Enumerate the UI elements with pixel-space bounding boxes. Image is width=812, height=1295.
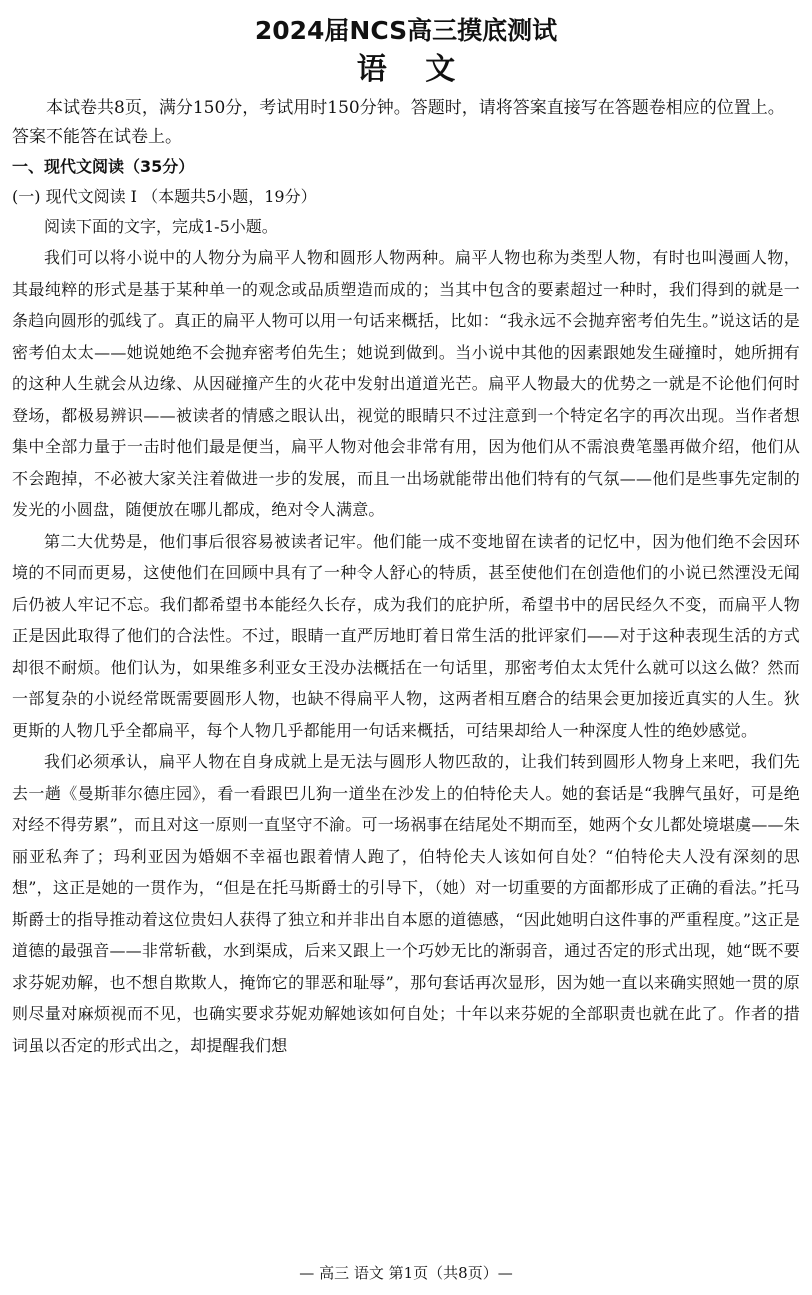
passage-paragraph-2: 第二大优势是，他们事后很容易被读者记牢。他们能一成不变地留在读者的记忆中，因为他们绝不会因环境的不同而更易，这使他们在回顾中具有了一种令人舒心的特质，甚至使他们在创造他们的小说已然湮没无闻后仍被人牢记不忘。我们都希望书本能经久长存，成为我们的庇护所，希望书中的居民经久不变，而扁平人物正是因此取得了他们的合法性。不过，眼睛一直严厉地盯着日常生活的批评家们——对于这种表现生活的方式却很不耐烦。他们认为，如果维多利亚女王没办法概括在一句话里，那密考伯太太凭什么就可以这么做？然而一部复杂的小说经常既需要圆形人物，也缺不得扁平人物，这两者相互磨合的结果会更加接近真实的人生。狄更斯的人物几乎全都扁平，每个人物几乎都能用一句话来概括，可结果却给人一种深度人性的绝妙感觉。 [12, 531, 800, 740]
section-heading: 一、现代文阅读（35分） [12, 157, 195, 176]
exam-instructions: 本试卷共8页，满分150分，考试用时150分钟。答题时，请将答案直接写在答题卷相应的位置上。答案不能答在试卷上。 [12, 98, 785, 147]
passage-paragraph-1: 我们可以将小说中的人物分为扁平人物和圆形人物两种。扁平人物也称为类型人物，有时也叫漫画人物，其最纯粹的形式是基于某种单一的观念或品质塑造而成的；当其中包含的要素超过一种时，我们得到的就是一条趋向圆形的弧线了。真正的扁平人物可以用一句话来概括，比如：“我永远不会抛弃密考伯先生。”说这话的是密考伯太太——她说她绝不会抛弃密考伯先生；她说到做到。当小说中其他的因素跟她发生碰撞时，她所拥有的这种人生就会从边缘、从因碰撞产生的火花中发射出道道光芒。扁平人物最大的优势之一就是不论他们何时登场，都极易辨识——被读者的情感之眼认出，视觉的眼睛只不过注意到一个特定名字的再次出现。当作者想集中全部力量于一击时他们最是便当，扁平人物对他会非常有用，因为他们从不需浪费笔墨再做介绍，他们从不会跑掉，不必被大家关注着做进一步的发展，而且一出场就能带出他们特有的气氛——他们是些事先定制的发光的小圆盘，随便放在哪儿都成，绝对令人满意。 [12, 248, 800, 519]
passage-paragraph-3: 我们必须承认，扁平人物在自身成就上是无法与圆形人物匹敌的，让我们转到圆形人物身上来吧，我们先去一趟《曼斯菲尔德庄园》，看一看跟巴儿狗一道坐在沙发上的伯特伦夫人。她的套话是“我脾气虽好，可是绝对经不得劳累”，而且对这一原则一直坚守不渝。可一场祸事在结尾处不期而至，她两个女儿都处境堪虞——朱丽亚私奔了；玛利亚因为婚姻不幸福也跟着情人跑了，伯特伦夫人该如何自处？“伯特伦夫人没有深刻的思想”，这正是她的一贯作为，“但是在托马斯爵士的引导下，（她）对一切重要的方面都形成了正确的看法。”托马斯爵士的指导推动着这位贵妇人获得了独立和并非出自本愿的道德感，“因此她明白这件事的严重程度。”这正是道德的最强音——非常斩截，水到渠成，后来又跟上一个巧妙无比的渐弱音，通过否定的形式出现，她“既不要求芬妮劝解，也不想自欺欺人，掩饰它的罪恶和耻辱”，那句套话再次显形，因为她一直以来确实照她一贯的原则尽量对麻烦视而不见，也确实要求芬妮劝解她该如何自处；十年以来芬妮的全部职责也就在此了。作者的措词虽以否定的形式出之，却提醒我们想 [12, 752, 800, 1055]
subject-title: 语 文 [356, 52, 470, 87]
reading-instruction: 阅读下面的文字，完成1-5小题。 [44, 217, 278, 236]
page-footer: — 高三 语文 第1页（共8页）— [299, 1264, 513, 1282]
exam-title: 2024届NCS高三摸底测试 [254, 16, 558, 45]
subsection-heading: (一) 现代文阅读 I （本题共5小题，19分） [12, 187, 317, 206]
